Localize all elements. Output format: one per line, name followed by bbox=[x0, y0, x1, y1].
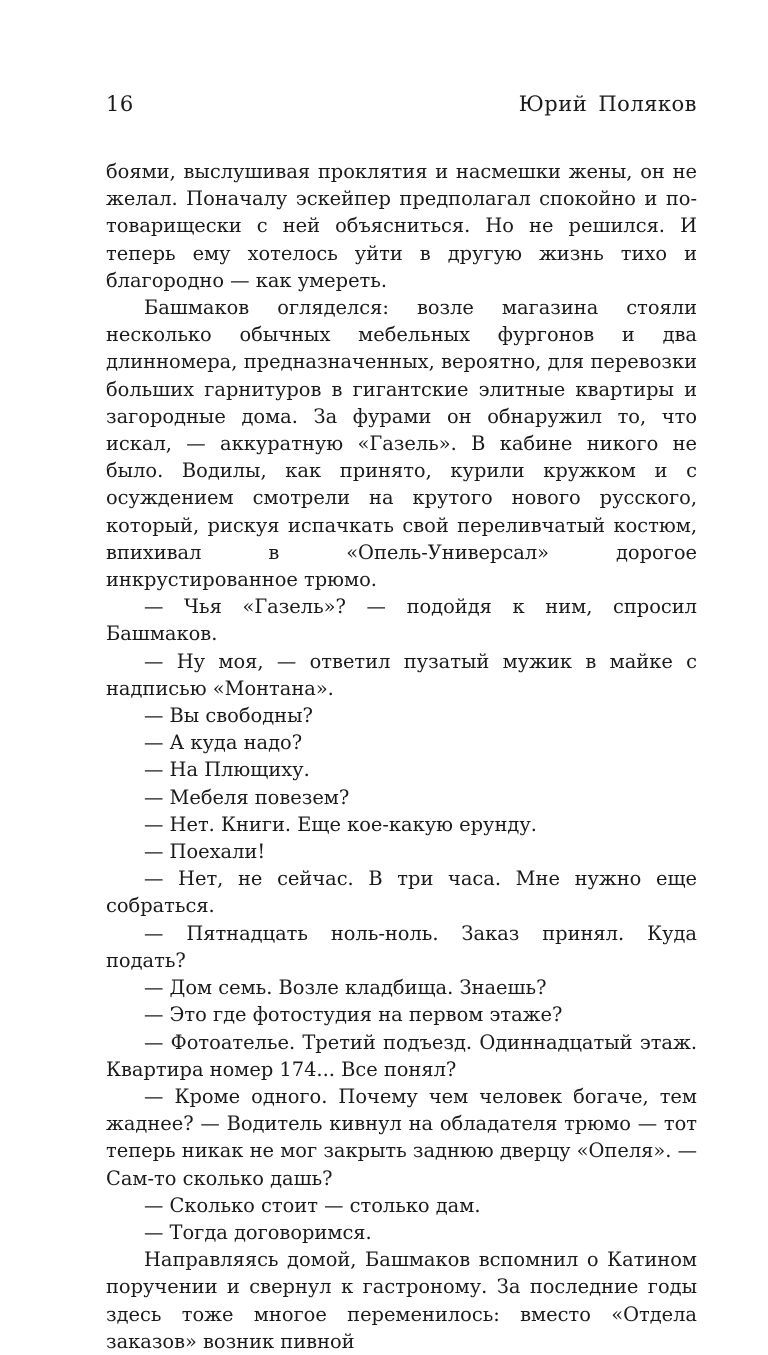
dialogue-line: — Фотоателье. Третий подъезд. Одиннадцатый этаж. Квартира номер 174... Все понял? bbox=[106, 1030, 697, 1081]
paragraph: боями, выслушивая проклятия и насмешки жены, он не желал. Поначалу эскейпер предполагал спокойно и по-товарищески с ней объясниться. Но не решился. И теперь ему хотелось уйти в другую жизнь тихо и благородно — как умереть. bbox=[106, 160, 697, 292]
body-text bbox=[106, 158, 697, 1355]
author-name: Юрий Поляков bbox=[518, 92, 697, 116]
book-page bbox=[106, 92, 697, 1355]
dialogue-line: — Ну моя, — ответил пузатый мужик в майке с надписью «Монтана». bbox=[106, 649, 697, 700]
dialogue-line: — Нет. Книги. Еще кое-какую ерунду. bbox=[144, 812, 537, 836]
dialogue-line: — Чья «Газель»? — подойдя к ним, спросил Башмаков. bbox=[106, 595, 697, 646]
dialogue-line: — Кроме одного. Почему чем человек богаче, тем жаднее? — Водитель кивнул на обладателя трюмо — тот теперь никак не мог закрыть заднюю дверцу «Опеля». — Сам-то сколько дашь? bbox=[106, 1084, 697, 1190]
page-number: 16 bbox=[106, 92, 134, 116]
dialogue-line: — На Плющиху. bbox=[144, 758, 310, 782]
dialogue-line: — Нет, не сейчас. В три часа. Мне нужно еще собраться. bbox=[106, 867, 697, 918]
dialogue-line: — Сколько стоит — столько дам. bbox=[144, 1193, 481, 1217]
paragraph: Направляясь домой, Башмаков вспомнил о Катином поручении и свернул к гастроному. За последние годы здесь тоже многое переменилось: вместо «Отдела заказов» возник пивной bbox=[106, 1248, 697, 1353]
running-head bbox=[106, 92, 697, 128]
dialogue-line: — Пятнадцать ноль-ноль. Заказ принял. Куда подать? bbox=[106, 921, 697, 972]
dialogue-line: — А куда надо? bbox=[144, 731, 303, 755]
dialogue-line: — Дом семь. Возле кладбища. Знаешь? bbox=[144, 976, 547, 1000]
dialogue-line: — Вы свободны? bbox=[144, 704, 313, 728]
dialogue-line: — Тогда договоримся. bbox=[144, 1220, 372, 1244]
dialogue-line: — Поехали! bbox=[144, 840, 266, 864]
dialogue-line: — Мебеля повезем? bbox=[144, 785, 350, 809]
paragraph: Башмаков огляделся: возле магазина стояли несколько обычных мебельных фургонов и два длинномера, предназначенных, вероятно, для перевозки больших гарнитуров в гигантские элитные квартиры и загородные дома. За фурами он обнаружил то, что искал, — аккуратную «Газель». В кабине никого не было. Водилы, как принято, курили кружком и с осуждением смотрели на крутого нового русского, который, рискуя испачкать свой переливчатый костюм, впихивал в «Опель-Универсал» дорогое инкрустированное трюмо. bbox=[106, 296, 697, 592]
dialogue-line: — Это где фотостудия на первом этаже? bbox=[144, 1003, 563, 1027]
